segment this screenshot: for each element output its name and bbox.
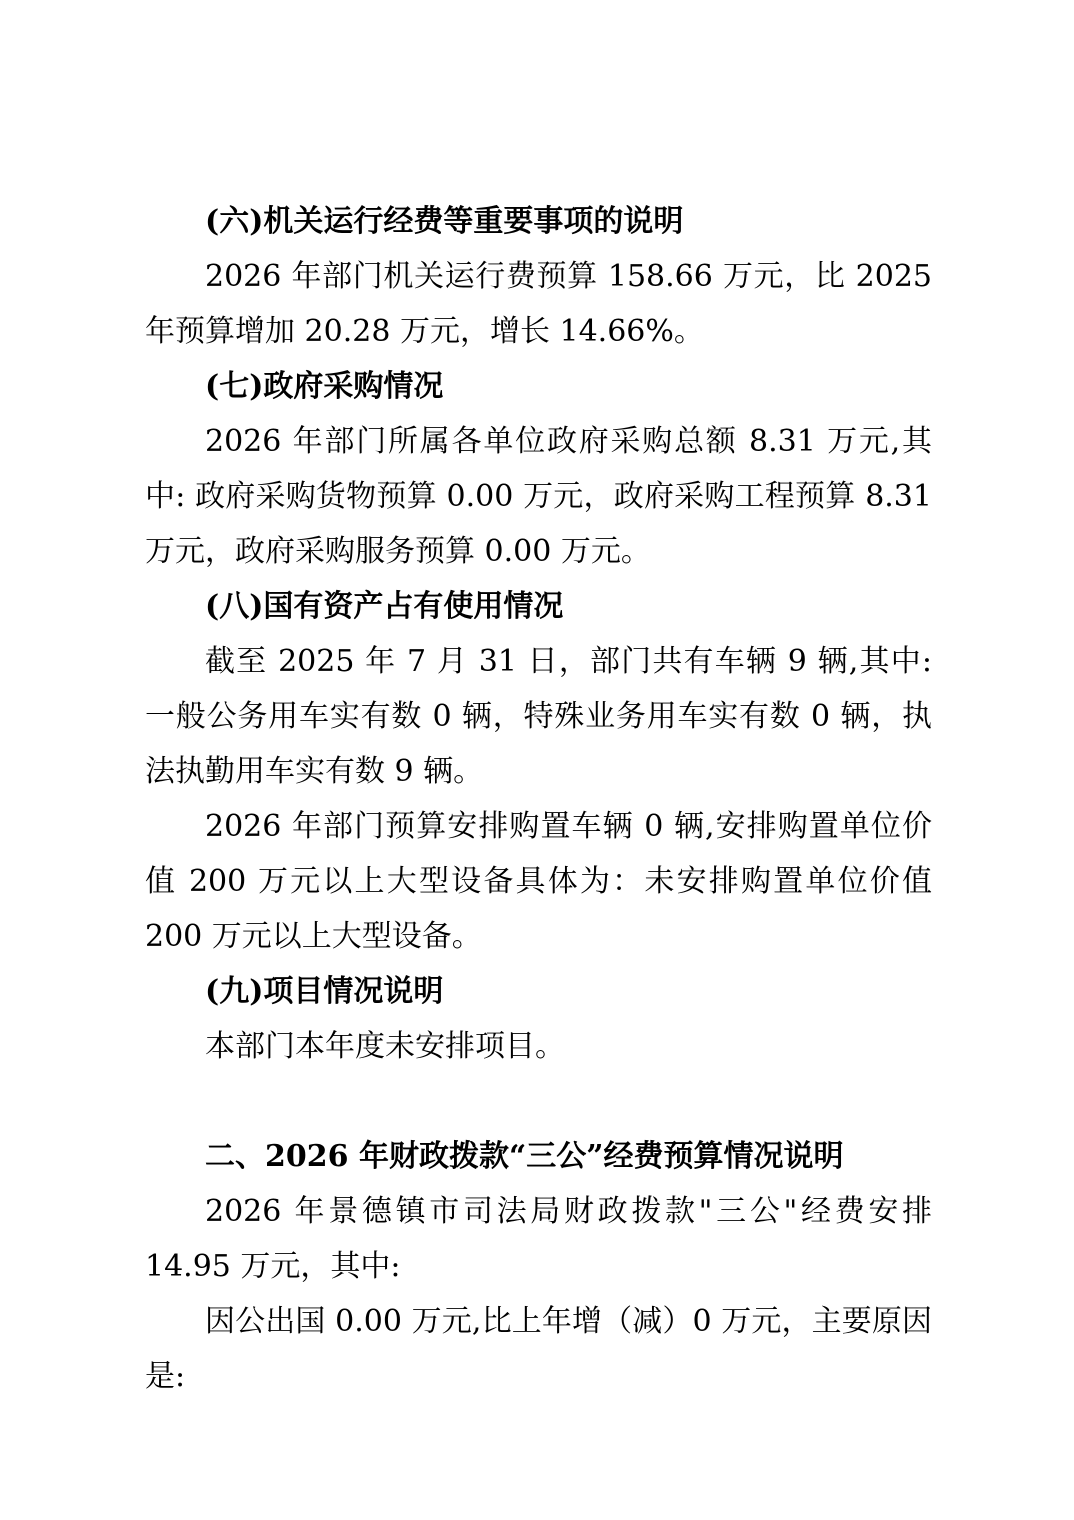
section-heading: (七)政府采购情况 [205,369,444,404]
paragraph: 2026 年部门所属各单位政府采购总额 8.31 万元,其中: 政府采购货物预算 0.00 万元，政府采购工程预算 8.31 万元，政府采购服务预算 0.00 万元。 [145,424,932,569]
paragraph: 2026 年部门预算安排购置车辆 0 辆,安排购置单位价值 200 万元以上大型设备具体为：未安排购置单位价值 200 万元以上大型设备。 [145,809,932,954]
section-heading: (六)机关运行经费等重要事项的说明 [205,204,684,239]
section-heading: (九)项目情况说明 [205,974,444,1009]
section-heading: 二、2026 年财政拨款“三公”经费预算情况说明 [205,1139,844,1174]
blank-line [145,1074,932,1129]
paragraph: 因公出国 0.00 万元,比上年增（减）0 万元，主要原因是: [145,1304,932,1394]
paragraph: 截至 2025 年 7 月 31 日，部门共有车辆 9 辆,其中: 一般公务用车实有数 0 辆，特殊业务用车实有数 0 辆，执法执勤用车实有数 9 辆。 [145,644,932,789]
section-heading: (八)国有资产占有使用情况 [205,589,564,624]
paragraph: 2026 年部门机关运行费预算 158.66 万元，比 2025 年预算增加 20.28 万元，增长 14.66%。 [145,259,932,349]
paragraph: 本部门本年度未安排项目。 [205,1029,565,1064]
paragraph: 2026 年景德镇市司法局财政拨款"三公"经费安排 14.95 万元，其中: [145,1194,932,1284]
